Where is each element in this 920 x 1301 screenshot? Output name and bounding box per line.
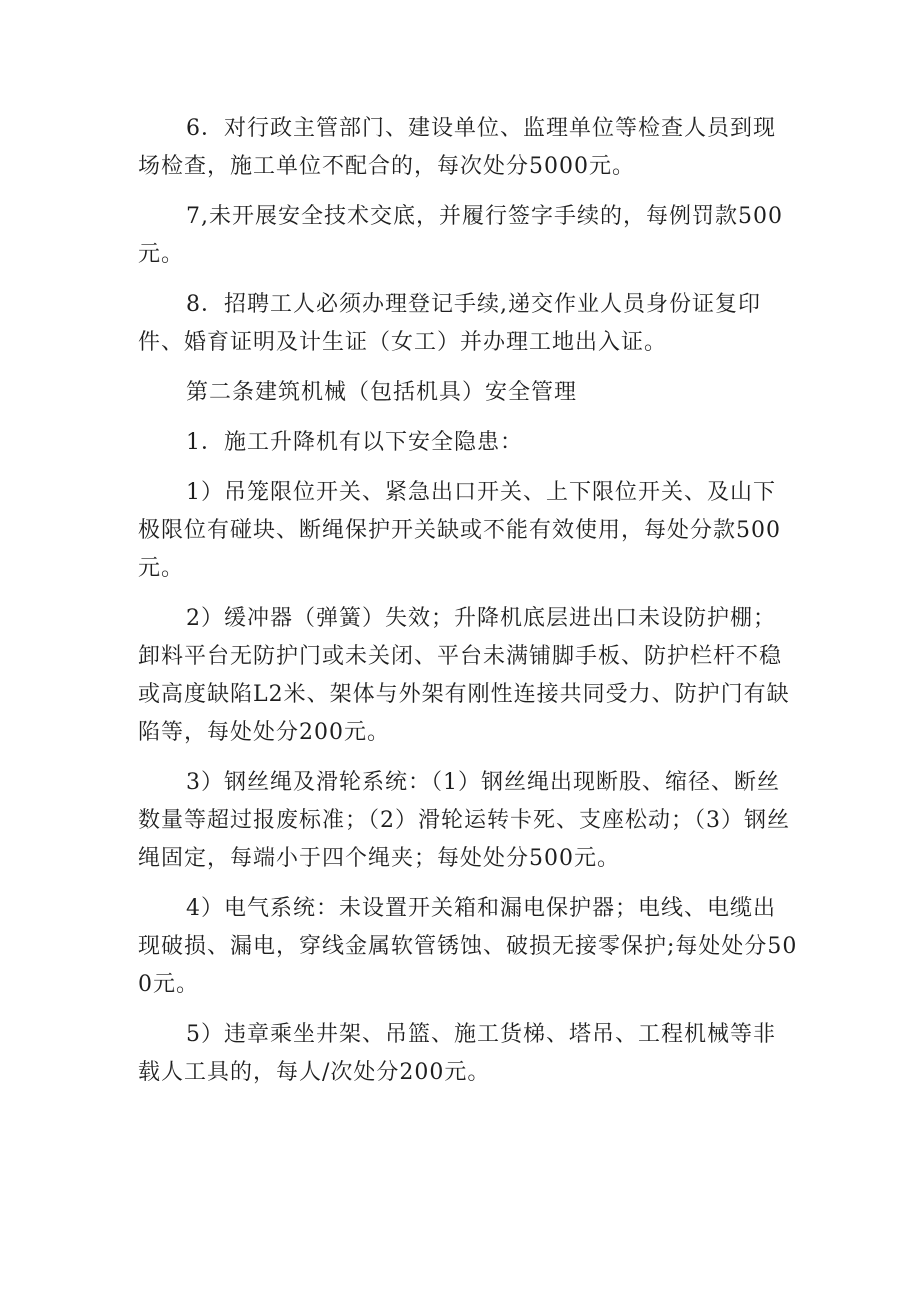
- subitem-4-paragraph: 4）电气系统：未设置开关箱和漏电保护器；电线、电缆出现破损、漏电，穿线金属软管锈蚀、破损无接零保护;每处处分500元。: [138, 896, 798, 997]
- subitem-2-paragraph: 2）缓冲器（弹簧）失效；升降机底层进出口未设防护棚；卸料平台无防护门或未关闭、平台未满铺脚手板、防护栏杆不稳或高度缺陷L2米、架体与外架有刚性连接共同受力、防护门有缺陷等，每处处分200元。: [138, 606, 790, 745]
- item-1-intro: 1．施工升降机有以下安全隐患：: [186, 430, 523, 455]
- document-body: [138, 110, 798, 1104]
- clause-6-paragraph: 6．对行政主管部门、建设单位、监理单位等检查人员到现场检查，施工单位不配合的，每次处分5000元。: [138, 116, 776, 179]
- subitem-1-paragraph: 1）吊笼限位开关、紧急出口开关、上下限位开关、及山下极限位有碰块、断绳保护开关缺或不能有效使用，每处分款500元。: [138, 480, 781, 581]
- article-2-heading: 第二条建筑机械（包括机具）安全管理: [186, 380, 578, 405]
- subitem-5-paragraph: 5）违章乘坐井架、吊篮、施工货梯、塔吊、工程机械等非载人工具的，每人/次处分200元。: [138, 1022, 776, 1085]
- clause-8-paragraph: 8．招聘工人必须办理登记手续,递交作业人员身份证复印件、婚育证明及计生证（女工）并办理工地出入证。: [138, 292, 761, 355]
- subitem-3-paragraph: 3）钢丝绳及滑轮系统：（1）钢丝绳出现断股、缩径、断丝数量等超过报废标准；（2）滑轮运转卡死、支座松动；（3）钢丝绳固定，每端小于四个绳夹；每处处分500元。: [138, 770, 790, 871]
- clause-7-paragraph: 7,未开展安全技术交底，并履行签字手续的，每例罚款500元。: [138, 204, 783, 267]
